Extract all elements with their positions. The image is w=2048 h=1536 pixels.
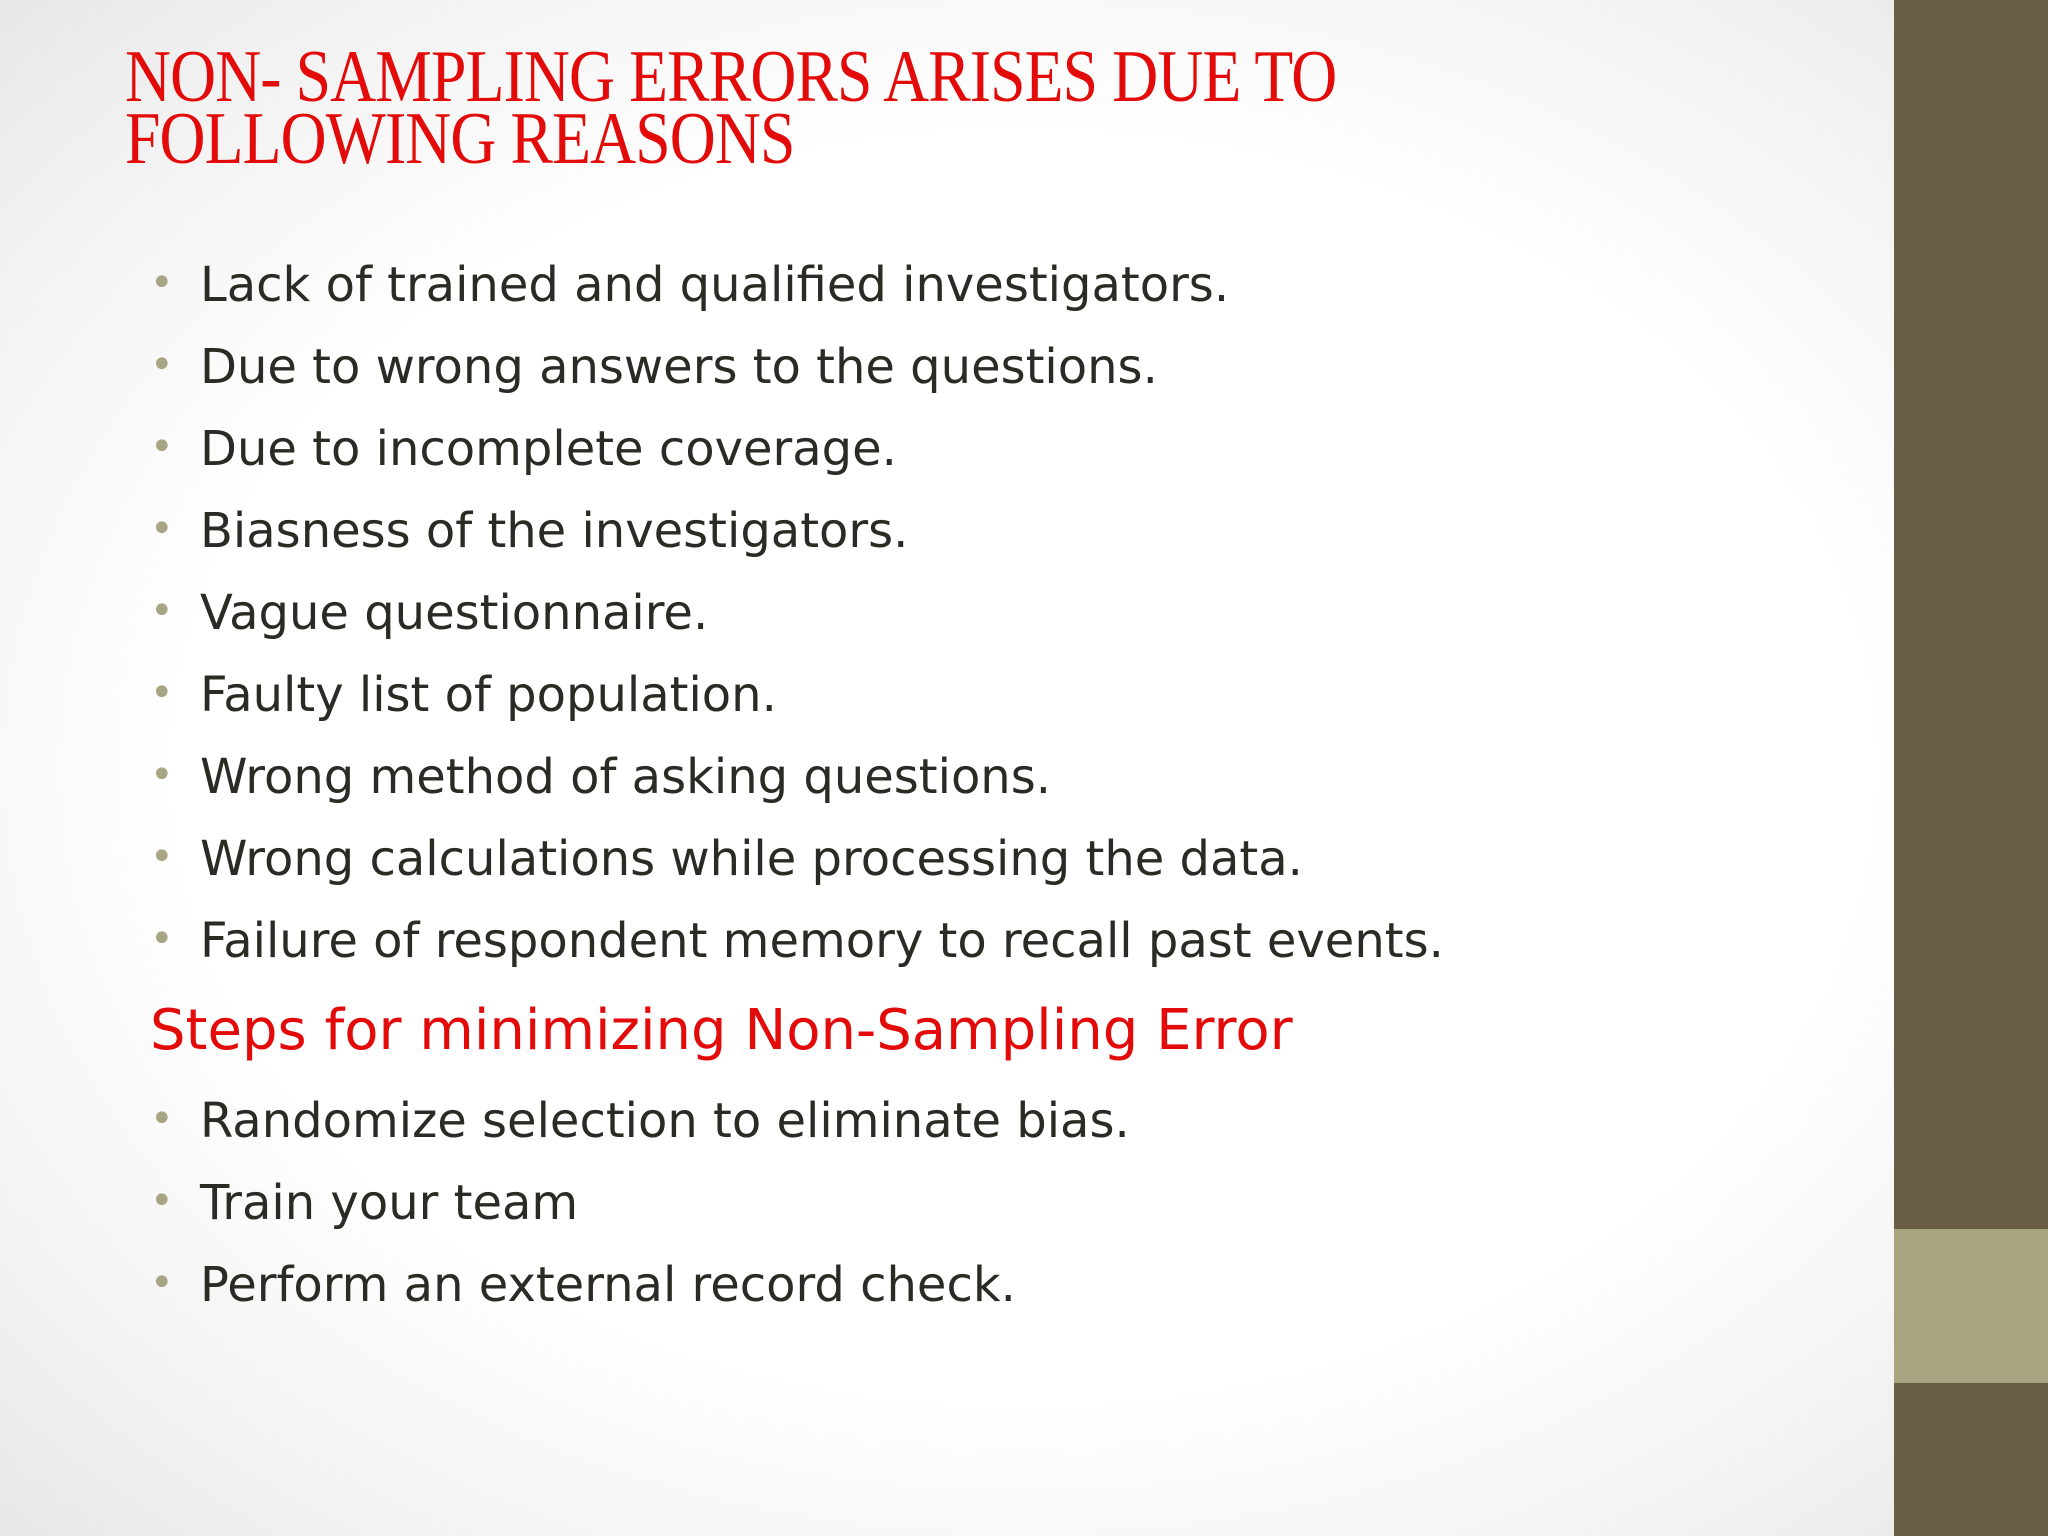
list-item-text: Train your team bbox=[200, 1175, 579, 1231]
bullet-icon: • bbox=[150, 260, 174, 306]
bullet-icon: • bbox=[150, 1096, 174, 1142]
list-item-text: Perform an external record check. bbox=[200, 1257, 1016, 1313]
steps-list bbox=[150, 1080, 1850, 1326]
list-item bbox=[150, 572, 1850, 654]
slide-title-line-1: NON- SAMPLING ERRORS ARISES DUE TO bbox=[125, 36, 1337, 118]
sidebar-block-top bbox=[1894, 0, 2048, 1229]
list-item-text: Wrong calculations while processing the data. bbox=[200, 831, 1303, 887]
list-item-text: Faulty list of population. bbox=[200, 667, 777, 723]
list-item-text: Lack of trained and qualified investigators. bbox=[200, 257, 1230, 313]
slide-title bbox=[125, 36, 1535, 180]
list-item bbox=[150, 1162, 1850, 1244]
list-item-text: Failure of respondent memory to recall past events. bbox=[200, 913, 1444, 969]
list-item bbox=[150, 1244, 1850, 1326]
list-item-text: Due to wrong answers to the questions. bbox=[200, 339, 1158, 395]
list-item-text: Due to incomplete coverage. bbox=[200, 421, 897, 477]
bullet-icon: • bbox=[150, 1260, 174, 1306]
bullet-icon: • bbox=[150, 506, 174, 552]
list-item-text: Vague questionnaire. bbox=[200, 585, 709, 641]
bullet-icon: • bbox=[150, 752, 174, 798]
list-item bbox=[150, 326, 1850, 408]
bullet-icon: • bbox=[150, 670, 174, 716]
list-item-text: Biasness of the investigators. bbox=[200, 503, 909, 559]
slide-title-line-2: FOLLOWING REASONS bbox=[125, 98, 795, 180]
bullet-icon: • bbox=[150, 916, 174, 962]
list-item bbox=[150, 818, 1850, 900]
bullet-icon: • bbox=[150, 588, 174, 634]
list-item bbox=[150, 1080, 1850, 1162]
list-item bbox=[150, 408, 1850, 490]
sidebar-accent-block bbox=[1894, 1229, 2048, 1383]
list-item bbox=[150, 900, 1850, 982]
list-item bbox=[150, 490, 1850, 572]
bullet-icon: • bbox=[150, 834, 174, 880]
list-item bbox=[150, 736, 1850, 818]
bullet-icon: • bbox=[150, 342, 174, 388]
list-item-text: Randomize selection to eliminate bias. bbox=[200, 1093, 1130, 1149]
bullet-icon: • bbox=[150, 424, 174, 470]
sidebar-block-bottom bbox=[1894, 1383, 2048, 1536]
list-item-text: Wrong method of asking questions. bbox=[200, 749, 1051, 805]
causes-list bbox=[150, 244, 1850, 982]
list-item bbox=[150, 654, 1850, 736]
list-item bbox=[150, 244, 1850, 326]
steps-heading: Steps for minimizing Non-Sampling Error bbox=[150, 998, 1293, 1063]
decorative-sidebar bbox=[1894, 0, 2048, 1536]
bullet-icon: • bbox=[150, 1178, 174, 1224]
